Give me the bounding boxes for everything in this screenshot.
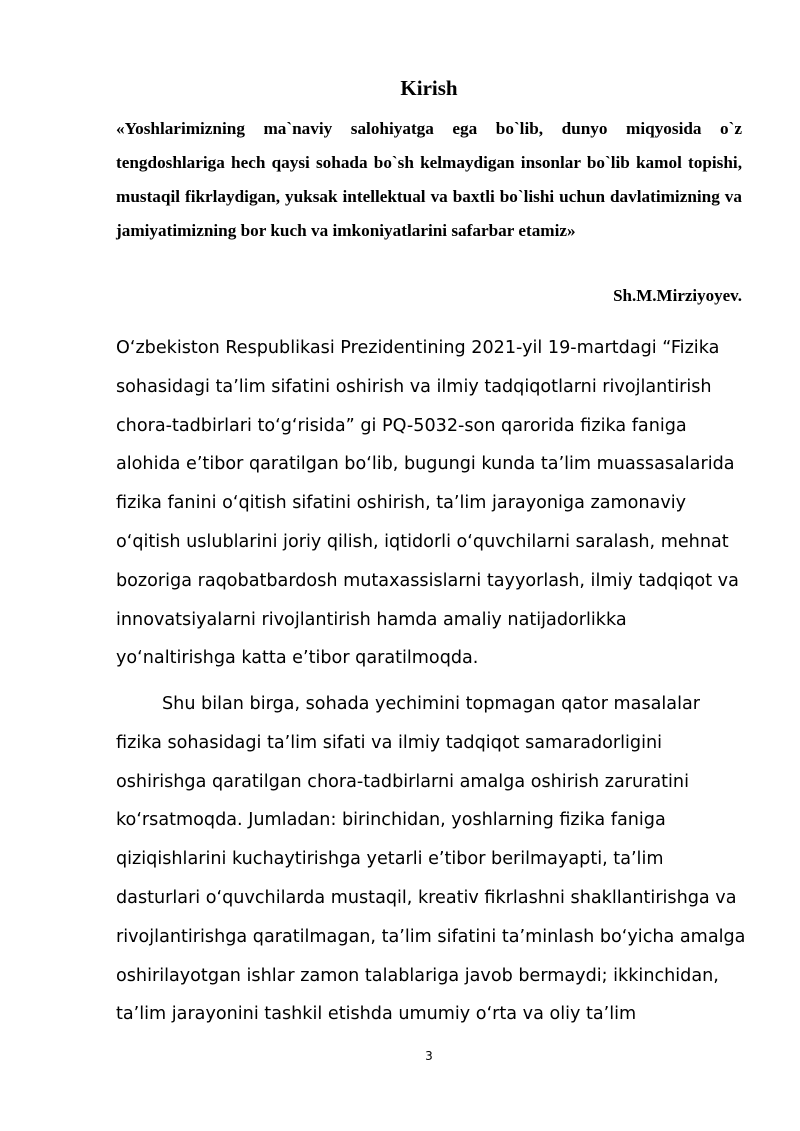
paragraph-line: yo‘naltirishga katta e’tibor qaratilmoqda.	[116, 648, 479, 669]
paragraph-line: rivojlantirishga qaratilmagan, ta’lim sifatini ta’minlash bo‘yicha amalga	[116, 926, 746, 947]
paragraph-line: ta’lim jarayonini tashkil etishda umumiy o‘rta va oliy ta’lim	[116, 1004, 637, 1025]
paragraph-line: ko‘rsatmoqda. Jumladan: birinchidan, yoshlarning fizika faniga	[116, 810, 666, 831]
epigraph-author: Sh.M.Mirziyoyev.	[613, 286, 742, 305]
body-paragraph-1	[116, 329, 746, 678]
paragraph-line: alohida e’tibor qaratilgan bo‘lib, bugungi kunda ta’lim muassasalarida	[116, 454, 735, 475]
paragraph-line: oshirilayotgan ishlar zamon talablariga javob bermaydi; ikkinchidan,	[116, 965, 719, 986]
paragraph-line: dasturlari o‘quvchilarda mustaqil, kreativ fikrlashni shakllantirishga va	[116, 887, 737, 908]
paragraph-line: qiziqishlarini kuchaytirishga yetarli e’tibor berilmayapti, ta’lim	[116, 849, 664, 870]
paragraph-line: fizika fanini o‘qitish sifatini oshirish, ta’lim jarayoniga zamonaviy	[116, 493, 687, 514]
paragraph-line: sohasidagi ta’lim sifatini oshirish va ilmiy tadqiqotlarni rivojlantirish	[116, 376, 712, 397]
paragraph-line: oshirishga qaratilgan chora-tadbirlarni amalga oshirish zaruratini	[116, 771, 689, 792]
body-paragraph-2	[116, 685, 746, 1034]
paragraph-line: innovatsiyalarni rivojlantirish hamda amaliy natijadorlikka	[116, 609, 627, 630]
paragraph-line: Shu bilan birga, sohada yechimini topmagan qator masalalar	[162, 694, 700, 714]
page-title: Kirish	[400, 76, 458, 100]
paragraph-line: o‘qitish uslublarini joriy qilish, iqtidorli o‘quvchilarni saralash, mehnat	[116, 531, 729, 552]
paragraph-line: chora-tadbirlari to‘g‘risida” gi PQ-5032-son qarorida fizika faniga	[116, 415, 687, 436]
paragraph-line: bozoriga raqobatbardosh mutaxassislarni tayyorlash, ilmiy tadqiqot va	[116, 570, 739, 591]
paragraph-line: O‘zbekiston Respublikasi Prezidentining 2021-yil 19-martdagi “Fizika	[116, 338, 720, 358]
epigraph-quote: «Yoshlarimizning ma`naviy salohiyatga ega bo`lib, dunyo miqyosida o`z tengdoshlariga hech qaysi sohada bo`sh kelmaydigan insonlar bo`lib kamol topishi, mustaqil fikrlaydigan, yuksak intellektual va baxtli bo`lishi uchun davlatimizning va jamiyatimizning bor kuch va imkoniyatlarini safarbar etamiz»	[116, 119, 742, 240]
page-number: 3	[425, 1049, 433, 1063]
paragraph-line: fizika sohasidagi ta’lim sifati va ilmiy tadqiqot samaradorligini	[116, 732, 662, 753]
